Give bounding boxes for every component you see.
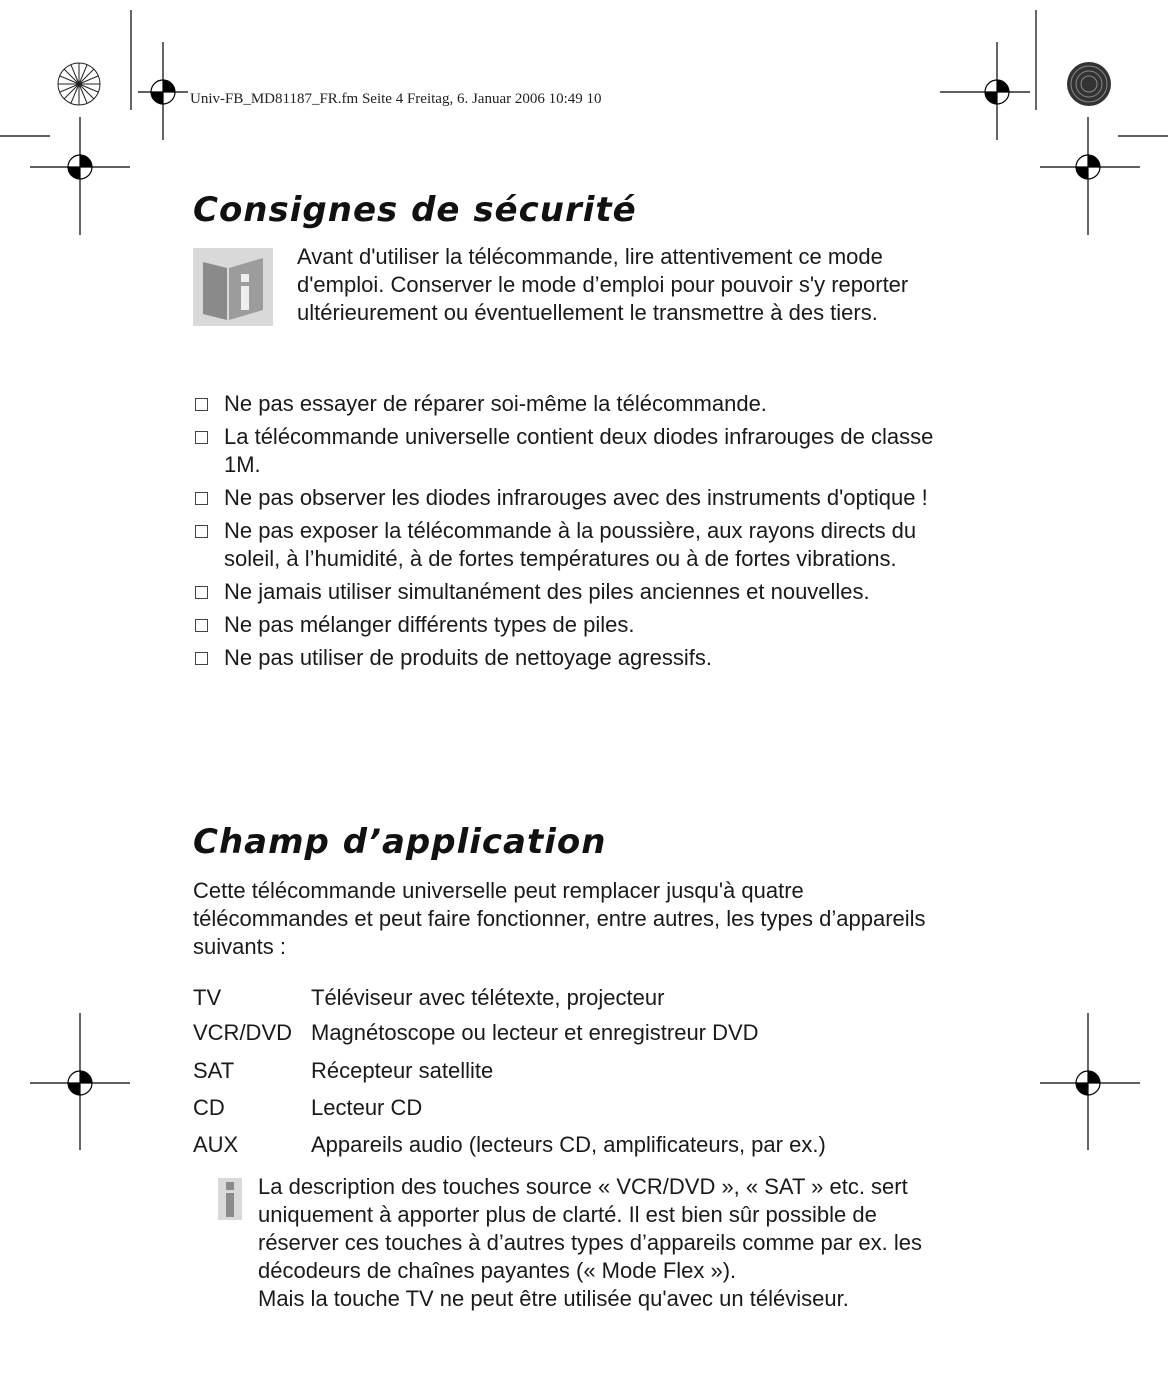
- list-item: Ne pas mélanger différents types de piles.: [193, 611, 953, 639]
- device-row: SAT Récepteur satellite: [193, 1058, 494, 1083]
- checkbox-square-icon: [195, 652, 208, 665]
- note-last-line: Mais la touche TV ne peut être utilisée qu'avec un téléviseur.: [258, 1286, 849, 1311]
- safety-list: [193, 390, 953, 677]
- checkbox-square-icon: [195, 431, 208, 444]
- section-title-safety: Consignes de sécurité: [193, 190, 637, 230]
- list-item: Ne pas essayer de réparer soi-même la télécommande.: [193, 390, 953, 418]
- manual-info-icon: [193, 248, 273, 326]
- list-item: Ne pas observer les diodes infrarouges avec des instruments d'optique !: [193, 484, 953, 512]
- scope-note: [258, 1173, 958, 1313]
- device-row: AUX Appareils audio (lecteurs CD, amplificateurs, par ex.): [193, 1132, 826, 1157]
- checkbox-square-icon: [195, 398, 208, 411]
- device-row: VCR/DVD Magnétoscope ou lecteur et enregistreur DVD: [193, 1020, 759, 1045]
- info-icon: [218, 1178, 242, 1220]
- checkbox-square-icon: [195, 492, 208, 505]
- note-text: La description des touches source « VCR/DVD », « SAT » etc. sert uniquement à apporter plus de clarté. Il est bien sûr possible de réserver ces touches à d’autres types d’appareils comme par ex. les décodeurs de chaînes payantes (« Mode Flex »).: [258, 1174, 922, 1283]
- section-title-scope: Champ d’application: [193, 822, 607, 862]
- checkbox-square-icon: [195, 619, 208, 632]
- scope-paragraph: Cette télécommande universelle peut remplacer jusqu'à quatre télécommandes et peut faire fonctionner, entre autres, les types d’appareils suivants :: [193, 878, 926, 959]
- checkbox-square-icon: [195, 525, 208, 538]
- list-item: Ne pas exposer la télécommande à la poussière, aux rayons directs du soleil, à l’humidité, à de fortes températures ou à de fortes vibrations.: [193, 517, 953, 573]
- list-item: Ne jamais utiliser simultanément des piles anciennes et nouvelles.: [193, 578, 953, 606]
- list-item: La télécommande universelle contient deux diodes infrarouges de classe 1M.: [193, 423, 953, 479]
- safety-intro: Avant d'utiliser la télécommande, lire attentivement ce mode d'emploi. Conserver le mode d’emploi pour pouvoir s'y reporter ultérieurement ou éventuellement le transmettre à des tiers.: [297, 244, 909, 325]
- print-header: Univ-FB_MD81187_FR.fm Seite 4 Freitag, 6. Januar 2006 10:49 10: [190, 91, 602, 107]
- device-row: CD Lecteur CD: [193, 1095, 423, 1120]
- device-row: TV Téléviseur avec télétexte, projecteur: [193, 985, 665, 1010]
- checkbox-square-icon: [195, 586, 208, 599]
- list-item: Ne pas utiliser de produits de nettoyage agressifs.: [193, 644, 953, 672]
